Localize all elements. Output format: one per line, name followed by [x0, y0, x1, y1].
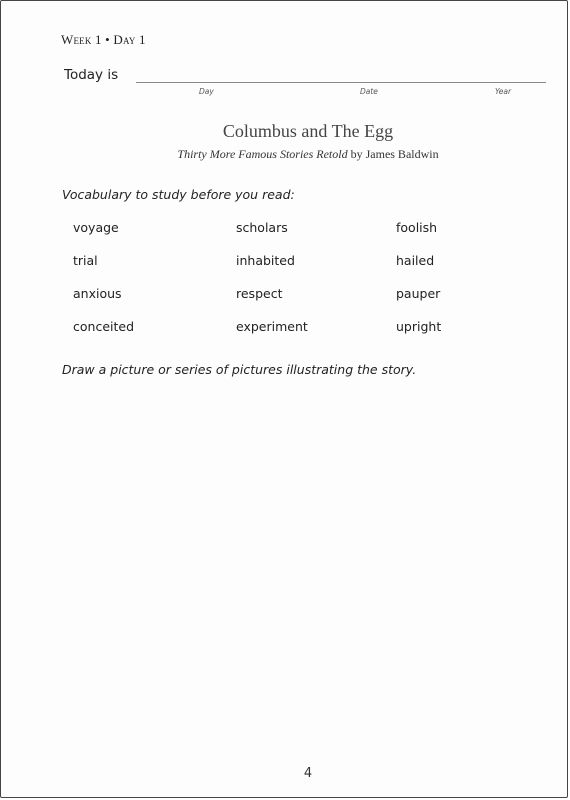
today-is-label: Today is	[64, 67, 119, 83]
vocabulary-grid	[73, 220, 493, 352]
year-caption: Year	[495, 87, 512, 96]
vocabulary-row	[73, 319, 493, 352]
vocabulary-word: upright	[396, 319, 442, 334]
vocabulary-word: anxious	[73, 286, 122, 301]
week-day-header: Week 1 • Day 1	[61, 32, 146, 47]
vocabulary-word: respect	[236, 286, 283, 301]
vocabulary-heading: Vocabulary to study before you read:	[62, 187, 295, 202]
vocabulary-row	[73, 286, 493, 319]
day-caption: Day	[199, 87, 214, 96]
book-title: Thirty More Famous Stories Retold	[177, 147, 348, 161]
vocabulary-word: foolish	[396, 220, 438, 235]
date-entry-line[interactable]	[136, 82, 546, 83]
vocabulary-word: conceited	[73, 319, 135, 334]
story-title: Columbus and The Egg	[222, 121, 394, 141]
vocabulary-row	[73, 220, 493, 253]
vocabulary-word: inhabited	[236, 253, 295, 268]
date-caption: Date	[360, 87, 378, 96]
page-number: 4	[303, 766, 313, 781]
story-subtitle	[1, 147, 568, 162]
vocabulary-word: scholars	[236, 220, 288, 235]
vocabulary-word: pauper	[396, 286, 441, 301]
vocabulary-word: experiment	[236, 319, 308, 334]
drawing-instruction: Draw a picture or series of pictures illustrating the story.	[62, 362, 417, 377]
vocabulary-word: hailed	[396, 253, 435, 268]
vocabulary-word: trial	[73, 253, 98, 268]
author-credit: by James Baldwin	[350, 147, 439, 161]
vocabulary-row	[73, 253, 493, 286]
vocabulary-word: voyage	[73, 220, 119, 235]
